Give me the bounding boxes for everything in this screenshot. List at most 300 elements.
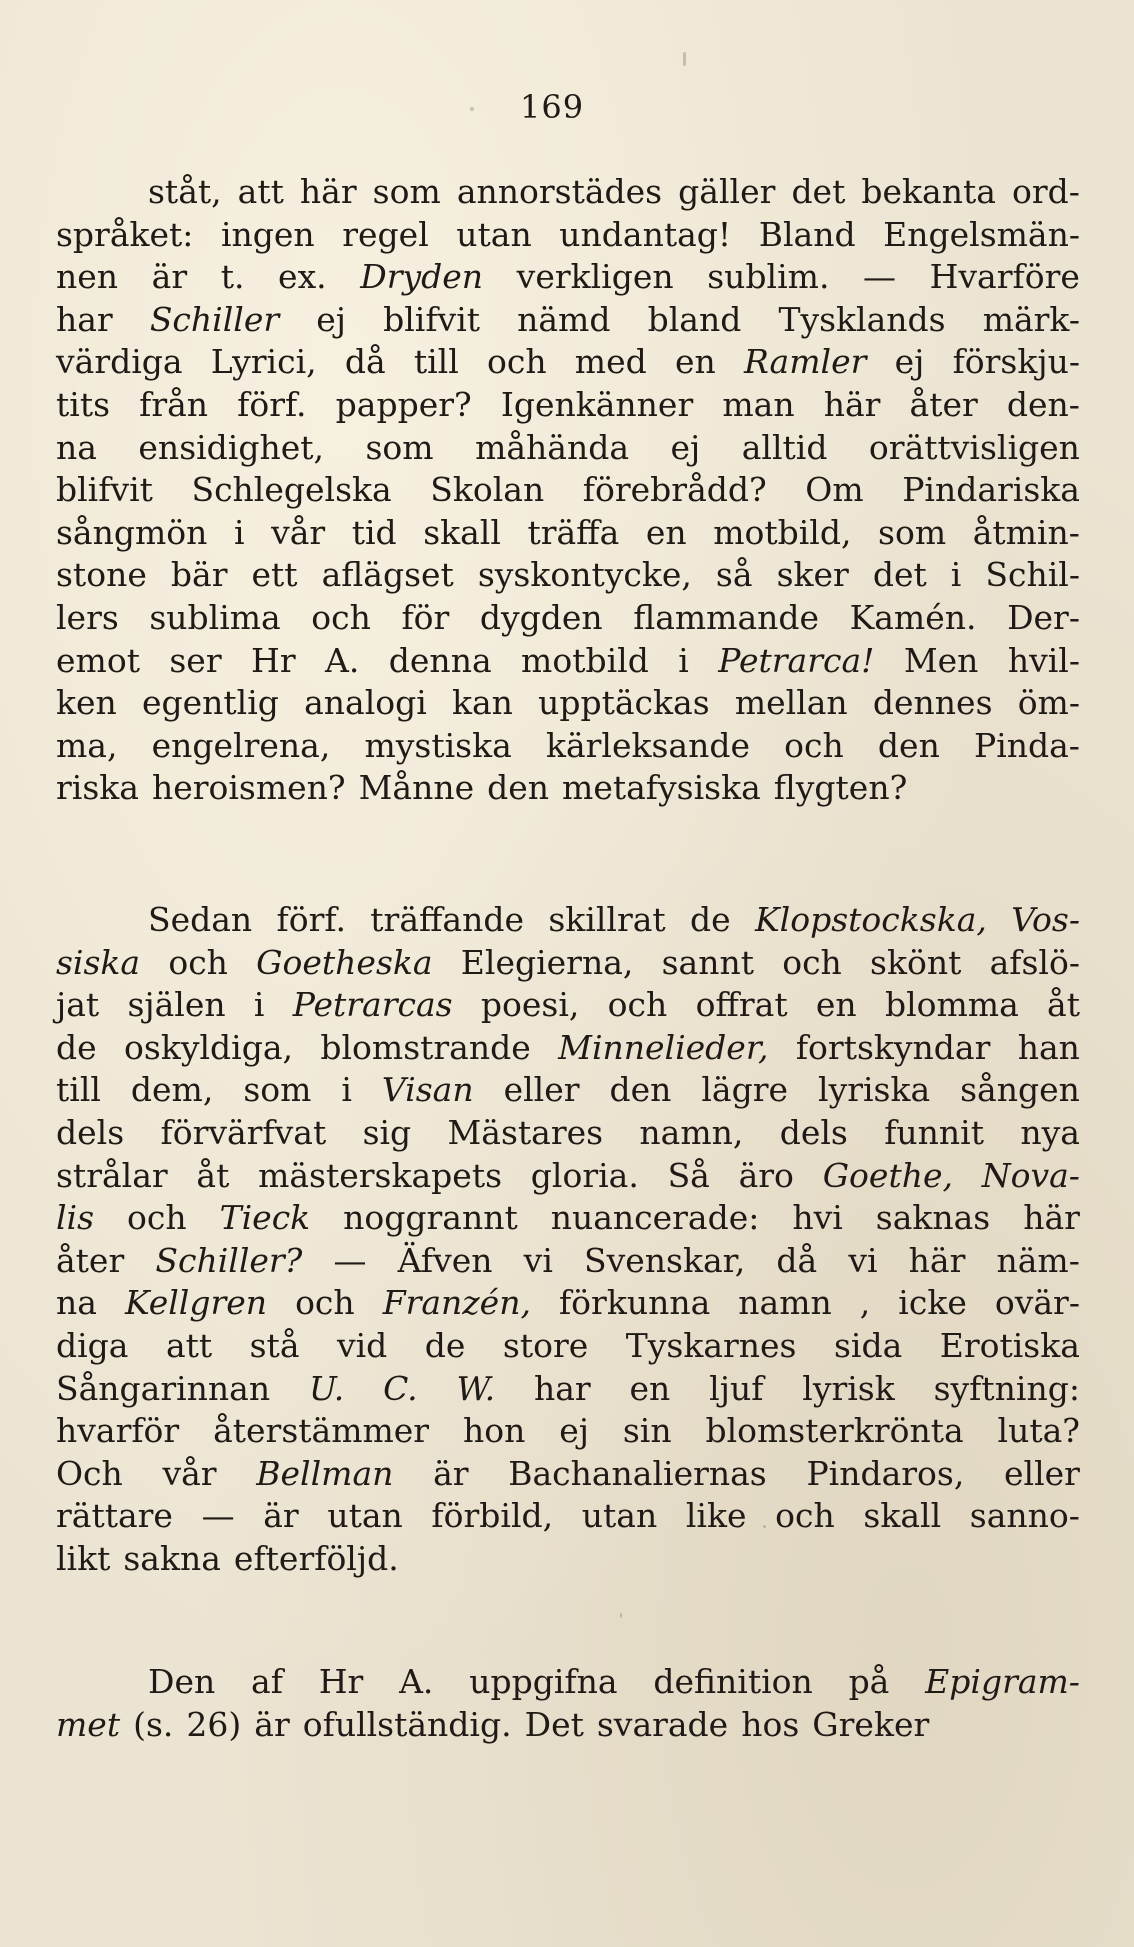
word: kärleksande [545,725,750,765]
italic-word: Schiller? [155,1240,303,1280]
italic-word: U. [308,1368,345,1408]
text-line [56,1070,1080,1112]
word: sig [362,1113,412,1152]
word: poesi, [480,985,580,1025]
word: Mästares [447,1113,604,1152]
word: och [486,342,547,382]
italic-word: Vos- [1011,900,1080,939]
italic-word: lis [56,1198,95,1238]
italic-word: C. [383,1368,418,1408]
word: skall [423,512,501,552]
word: annorstädes [456,172,663,211]
word: fortskyndar [795,1027,991,1067]
word: han [1017,1027,1080,1067]
word: Svenskar, [584,1240,746,1280]
word: svarade [596,1704,729,1744]
word: i [253,985,265,1025]
word: egentlig [141,683,279,723]
word: — [863,257,897,297]
word: sanno- [969,1496,1080,1536]
italic-word: Nova- [981,1155,1080,1195]
word: Om [805,470,864,510]
text-line [56,1369,1080,1411]
word: tid [351,512,397,552]
word: diga [56,1326,129,1365]
word: blomstrande [320,1027,531,1067]
word: nen [56,257,119,297]
italic-word: Visan [381,1070,474,1110]
text-line [56,1662,1080,1704]
word: likt [56,1539,111,1578]
word: och [168,942,228,982]
word: i [341,1070,352,1110]
italic-word: Tieck [219,1198,311,1238]
text-line [56,172,1080,214]
word: definition [653,1662,813,1701]
word: Sedan [148,900,253,939]
word: nämd [517,299,611,339]
word: vår [162,1453,217,1493]
word: A. [399,1662,434,1701]
word: Hr [251,640,296,680]
word: upptäckas [538,683,710,723]
word: heroismen? [151,768,346,808]
word: nuancerade: [550,1198,760,1238]
word: måhända [475,427,630,467]
word: förbild, [431,1496,554,1536]
text-line [56,1113,1080,1155]
word: hos [741,1704,800,1744]
word: till [413,342,459,382]
word: åter [56,1240,125,1280]
word: dennes [872,683,993,723]
word: gäller [678,172,776,211]
text-line [56,1156,1080,1198]
word: jat [56,985,100,1025]
word: dem, [130,1070,214,1110]
word: like [685,1496,747,1536]
paper-speck [683,52,686,66]
page-number: 169 [520,88,585,126]
word: och [607,985,668,1025]
word: ej [670,427,701,467]
word: de [690,900,731,939]
word: åtmin- [972,512,1080,552]
word: vi [523,1240,553,1280]
word: noggrannt [343,1198,518,1238]
word: en [815,985,857,1025]
word: i [678,640,689,680]
text-line [56,215,1080,257]
word: Pinda- [974,725,1080,765]
word: sublima [149,598,281,637]
word: från [139,385,209,424]
word: utan [327,1496,403,1536]
word: Bachanaliernas [508,1453,767,1493]
word: och [295,1283,355,1323]
word: blomma [884,985,1019,1025]
italic-word: Bellman [256,1453,394,1493]
text-line [56,985,1080,1027]
word: träffande [370,900,525,939]
italic-word: siska [56,942,141,982]
italic-word: met [56,1704,121,1744]
word: med [574,342,647,382]
word: ljuf [709,1368,764,1408]
word: ma, [56,725,118,765]
word: är [433,1453,469,1493]
word: utan [456,214,532,254]
word: en [629,1368,671,1408]
word: Hvarföre [929,257,1080,297]
word: blifvit [56,470,153,510]
word: Pindaros, [806,1453,965,1493]
word: kan [451,683,513,723]
word: blifvit [383,299,481,339]
text-line [56,943,1080,985]
word: i [233,512,245,552]
word: ord- [1011,172,1080,211]
word: analogi [304,683,427,723]
word: och [782,942,842,982]
word: dels [56,1113,125,1152]
text-line [56,385,1080,427]
word: sin [622,1411,672,1451]
word: Så [667,1155,710,1195]
word: till [56,1070,101,1110]
word: sakna [123,1539,221,1578]
word: att [237,172,284,211]
text-line [56,726,1080,768]
word: lyrisk [802,1368,895,1408]
word: förebrådd? [582,470,767,510]
word: bekanta [861,172,996,211]
word: Der- [1007,598,1080,637]
word: Schil- [985,555,1080,595]
word: näm- [996,1240,1080,1280]
word: orättvisligen [868,427,1080,467]
word: dels [779,1113,848,1152]
word: förskju- [952,342,1080,382]
word: syskontycke, [477,555,692,595]
word: Månne [358,768,475,808]
word: öm- [1017,683,1080,723]
word: utan [581,1496,658,1536]
italic-word: Franzén, [382,1283,531,1323]
word: Hr [318,1662,364,1701]
word: oskyldiga, [124,1027,293,1067]
italic-word: Petrarcas [292,985,453,1025]
word: strålar [56,1155,168,1195]
italic-word: Kellgren [124,1283,268,1323]
word: nya [1020,1113,1080,1152]
word: 26) [186,1704,242,1744]
word: här [908,1240,966,1280]
word: mellan [734,683,848,723]
word: emot [56,640,140,680]
word: skönt [870,942,962,982]
word: den [877,725,940,765]
word: förf. [276,900,346,939]
word: papper? [335,385,472,424]
word: återstämmer [213,1411,430,1451]
word: Lyrici, [210,342,317,382]
word: lers [56,598,119,637]
word: vid [336,1326,388,1365]
word: offrat [695,985,788,1025]
word: åter [909,385,978,424]
word: träffa [527,512,620,552]
word: här [823,385,881,424]
word: A. [325,640,360,680]
word: den- [1006,385,1080,424]
word: Tyskarnes [625,1326,797,1365]
word: bland [647,299,742,339]
word: Elegierna, [460,942,634,982]
text-line [56,257,1080,299]
word: sublim. [707,257,830,297]
text-line [56,598,1080,640]
word: ej [894,342,925,382]
word: förvärfvat [160,1113,327,1152]
word: och [311,598,371,637]
word: flammande [633,598,820,637]
word: i [950,555,962,595]
word: — [201,1496,235,1536]
word: som [365,427,434,467]
word: na [56,427,97,467]
word: ken [56,683,117,723]
word: har [533,1368,591,1408]
word: den [487,768,550,808]
word: Pindariska [902,470,1080,510]
word: hvarför [56,1411,180,1451]
word: här [1023,1198,1080,1238]
word: syftning: [933,1368,1080,1408]
word: icke [898,1283,967,1323]
text-line [56,342,1080,384]
word: namn [738,1283,832,1323]
word: regel [342,214,429,254]
word: det [791,172,846,211]
word: då [344,342,386,382]
word: Igenkänner [500,385,694,424]
text-line [56,300,1080,342]
word: tits [56,385,111,424]
word: store [502,1326,589,1365]
word: är [263,1496,299,1536]
word: (s. [133,1704,174,1744]
word: ofullständig. [302,1704,512,1744]
word: de [56,1027,97,1067]
word: ex. [278,257,327,297]
word: riska [56,768,139,808]
paper-speck [620,1613,622,1618]
word: ovär- [994,1283,1080,1323]
word: och [784,725,844,765]
word: engelrena, [151,725,331,765]
word: aflägset [321,555,454,595]
word: saknas [875,1198,991,1238]
word: skall [863,1496,942,1536]
word: stone [56,555,147,595]
word: luta? [997,1411,1080,1451]
word: man [722,385,795,424]
italic-word: Klopstockska, [755,900,987,939]
text-line [56,1198,1080,1240]
word: eller [1004,1453,1080,1493]
word: ej [559,1411,589,1451]
word: sången [960,1070,1080,1110]
paper-speck [763,1525,766,1528]
word: Men [903,640,979,680]
word: Kamén. [849,598,977,637]
word: uppgifna [469,1662,618,1701]
word: märk- [982,299,1080,339]
word: hvil- [1007,640,1080,680]
text-line [56,555,1080,597]
word: den [609,1070,672,1110]
text-line [56,1326,1080,1368]
word: som [243,1070,312,1110]
word: Det [524,1704,584,1744]
word: lyriska [818,1070,931,1110]
word: som [878,512,947,552]
text-line [56,1496,1080,1538]
word: — [333,1240,367,1280]
text-line [56,1241,1080,1283]
word: ser [169,640,222,680]
word: äro [738,1155,794,1195]
italic-word: Goethe, [822,1155,953,1195]
word: förf. [237,385,307,424]
word: na [56,1283,97,1323]
word: denna [388,640,492,680]
word: förkunna [558,1283,711,1323]
italic-word: Ramler [743,342,867,382]
word: stå [249,1326,300,1365]
word: namn, [639,1113,744,1152]
word: värdiga [56,342,183,382]
word: det [872,555,927,595]
word: alltid [741,427,828,467]
word: sångmön [56,512,208,552]
text-line [56,1411,1080,1453]
word: en [674,342,716,382]
word: Bland [758,214,856,254]
text-line [56,683,1080,725]
text-line [56,513,1080,555]
word: sker [776,555,849,595]
word: har [56,299,113,339]
word: Schlegelska [191,470,392,510]
word: mästerskapets [258,1155,503,1195]
italic-word: Petrarca! [718,640,875,680]
word: eller [503,1070,580,1110]
word: som [372,172,441,211]
word: ett [251,555,298,595]
word: blomsterkrönta [705,1411,964,1451]
word: att [165,1326,213,1365]
word: så [715,555,753,595]
word: t. [220,257,245,297]
word: afslö- [989,942,1080,982]
word: skillrat [548,900,666,939]
word: Och [56,1453,123,1493]
word: undantag! [559,214,732,254]
text-line [56,1028,1080,1070]
text-line [56,641,1080,683]
italic-word: Minnelieder, [558,1027,769,1067]
word: och [127,1198,187,1238]
word: mystiska [364,725,512,765]
word: lägre [701,1070,789,1110]
word: rättare [56,1496,173,1536]
word: ståt, [148,172,222,211]
word: ensidighet, [138,427,325,467]
word: motbild [521,640,649,680]
word: verkligen [516,257,674,297]
word: motbild, [713,512,852,552]
word: gloria. [530,1155,639,1195]
word: ingen [220,214,315,254]
word: hvi [792,1198,843,1238]
word: är [151,257,188,297]
word: Den [148,1662,216,1701]
word: för [401,598,450,637]
text-line [56,428,1080,470]
word: Skolan [430,470,545,510]
word: hon [462,1411,526,1451]
word: Tysklands [778,299,946,339]
text-line [56,1539,1080,1581]
word: Greker [812,1704,930,1744]
italic-word: Epigram- [925,1662,1080,1701]
word: här [299,172,357,211]
text-line [56,470,1080,512]
text-line [56,1705,1080,1747]
word: flygten? [773,768,908,808]
word: åt [1047,985,1080,1025]
word: åt [196,1155,230,1195]
italic-word: Schiller [149,299,280,339]
word: Engelsmän- [883,214,1080,254]
paper-speck [470,107,474,111]
word: själen [127,985,226,1025]
word: , [859,1283,871,1323]
word: funnit [884,1113,984,1152]
word: ej [316,299,346,339]
word: metafysiska [562,768,761,808]
italic-word: Goetheska [256,942,433,982]
word: dygden [479,598,603,637]
word: vi [848,1240,878,1280]
word: och [775,1496,835,1536]
word: språket: [56,214,194,254]
word: af [251,1662,283,1701]
text-line [56,768,1080,810]
word: Äfven [397,1240,493,1280]
word: efterföljd. [233,1539,399,1578]
word: sannt [661,942,754,982]
word: Sångarinnan [56,1368,271,1408]
italic-word: Dryden [360,257,484,297]
text-line [56,1454,1080,1496]
word: Erotiska [939,1326,1080,1365]
word: är [254,1704,290,1744]
word: de [424,1326,466,1365]
word: vår [271,512,326,552]
